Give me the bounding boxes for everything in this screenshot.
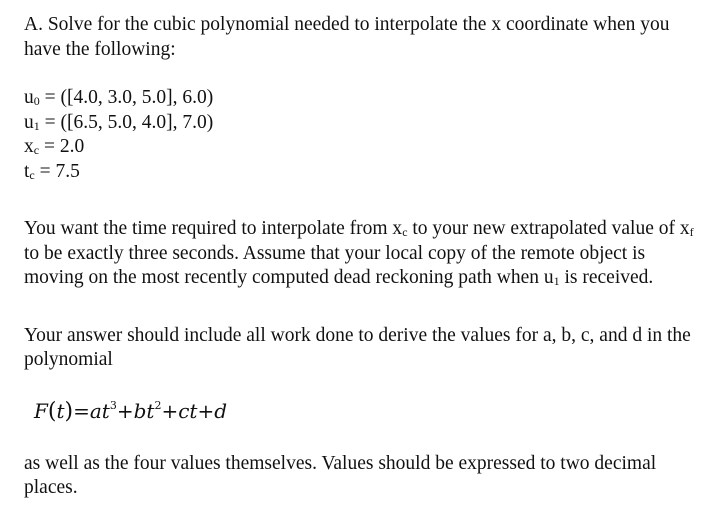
- given-xc: $x_c = 2.0$: [24, 136, 85, 157]
- given-values: [24, 86, 694, 184]
- question-paragraph-instructions: Your answer should include all work done to derive the values for a, b, c, and d in the polynomial: [24, 324, 691, 370]
- question-paragraph-closing: as well as the four values themselves. Values should be expressed to two decimal places.: [24, 452, 657, 498]
- given-tc: $t_c = 7.5$: [24, 160, 80, 182]
- polynomial-formula: $F(t)=at^3+bt^2+ct+d$: [34, 398, 228, 424]
- question-document: [24, 13, 694, 501]
- given-u0: $u_0 = ([4.0$, 3.0, 5.0], 6.0): [24, 87, 214, 108]
- given-u1: $u_1 = ([6.5$, 5.0, 4.0], 7.0): [24, 111, 214, 133]
- question-intro: A. Solve for the cubic polynomial needed to interpolate the x coordinate when you have the following:: [24, 14, 670, 60]
- question-paragraph-timing: You want the time required to interpolate from $x_c$ to your new extrapolated value of $x_f$ to be exactly three seconds. Assume that your local copy of the remote object is moving on the most recently computed dead reckoning path when $u_1$ is received.: [24, 218, 694, 288]
